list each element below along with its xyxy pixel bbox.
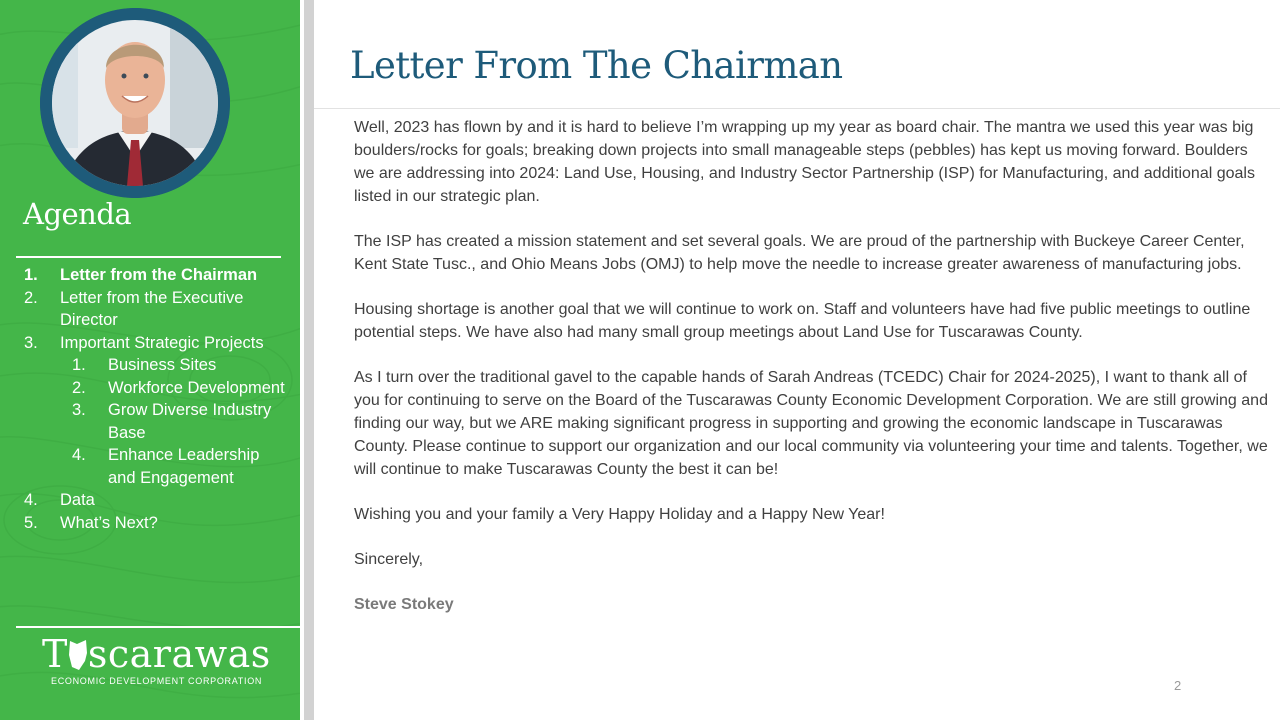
agenda-item-label: Business Sites <box>108 356 217 374</box>
agenda-item-number: 1. <box>72 356 86 374</box>
letter-body <box>354 116 1270 638</box>
letter-paragraph-1: Well, 2023 has flown by and it is hard to believe I’m wrapping up my year as board chair. The mantra we used this year was big boulders/rocks for goals; breaking down projects into small manageable steps (pebbles) has kept us moving forward. Boulders we are addressing into 2024: Land Use, Housing, and Industry Sector Partnership (ISP) for Manufacturing, and additional goals listed in our strategic plan. <box>354 119 1255 205</box>
agenda-item-letter-from-executive-director[interactable] <box>0 287 300 332</box>
agenda-item-number: 3. <box>24 333 38 352</box>
agenda-item-label: Letter from the Chairman <box>60 266 258 284</box>
agenda-item-label: Data <box>60 491 95 509</box>
chairman-portrait <box>40 8 230 198</box>
agenda-item-label: What’s Next? <box>60 513 158 532</box>
letter-paragraph-2: The ISP has created a mission statement and set several goals. We are proud of the partnership with Buckeye Career Center, Kent State Tusc., and Ohio Means Jobs (OMJ) to help move the needle to increase greater awareness of manufacturing jobs. <box>354 233 1245 273</box>
agenda-item-number: 4. <box>24 491 38 509</box>
agenda-item-label: Letter from the Executive Director <box>60 288 244 329</box>
agenda-item-whats-next[interactable] <box>0 512 300 535</box>
letter-paragraph-3: Housing shortage is another goal that we will continue to work on. Staff and volunteers have had five public meetings to outline potential steps. We have also had many small group meetings about Land Use for Tuscarawas County. <box>354 301 1251 341</box>
title-divider <box>314 108 1280 109</box>
letter-signature: Steve Stokey <box>354 596 454 613</box>
agenda-item-number: 5. <box>24 513 38 532</box>
page-number: 2 <box>1174 678 1182 693</box>
agenda-item-label: Workforce Development <box>108 378 285 397</box>
ohio-state-icon <box>68 639 88 671</box>
agenda-sidebar <box>0 0 300 720</box>
agenda-subitem-business-sites[interactable] <box>0 354 300 377</box>
gray-accent-bar <box>304 0 314 720</box>
agenda-item-number: 2. <box>72 378 86 397</box>
agenda-item-number: 4. <box>72 446 86 464</box>
logo-subtitle: ECONOMIC DEVELOPMENT CORPORATION <box>51 676 263 686</box>
letter-closing-wish: Wishing you and your family a Very Happy Holiday and a Happy New Year! <box>354 506 885 523</box>
slide-title: Letter From The Chairman <box>350 44 843 87</box>
logo-text-rest: scarawas <box>87 632 271 676</box>
tuscarawas-logo <box>42 632 271 676</box>
logo-divider <box>16 626 300 628</box>
letter-sign-off: Sincerely, <box>354 551 424 568</box>
agenda-item-label: Enhance Leadership and Engagement <box>108 446 260 487</box>
agenda-item-letter-from-chairman[interactable] <box>0 264 300 287</box>
agenda-item-label: Grow Diverse Industry Base <box>108 401 272 442</box>
agenda-subitem-enhance-leadership[interactable] <box>0 444 300 489</box>
agenda-subitem-workforce-development[interactable] <box>0 377 300 400</box>
agenda-item-label: Important Strategic Projects <box>60 333 264 352</box>
agenda-list <box>0 264 300 534</box>
letter-paragraph-4: As I turn over the traditional gavel to the capable hands of Sarah Andreas (TCEDC) Chair for 2024-2025), I want to thank all of you for continuing to serve on the Board of the Tuscarawas County Economic Development Corporation. We are still growing and finding our way, but we ARE making significant progress in supporting and growing the economic landscape in Tuscarawas County. Please continue to support our organization and our local community via volunteering your time and talents. Together, we will continue to make Tuscarawas County the best it can be! <box>354 369 1268 478</box>
agenda-item-number: 1. <box>24 266 38 284</box>
agenda-item-data[interactable] <box>0 489 300 512</box>
agenda-title: Agenda <box>23 197 132 231</box>
agenda-subitem-grow-diverse-industry-base[interactable] <box>0 399 300 444</box>
agenda-divider <box>16 256 281 258</box>
agenda-item-number: 3. <box>72 401 86 419</box>
logo-text-first: T <box>42 632 68 676</box>
agenda-item-important-strategic-projects[interactable] <box>0 332 300 355</box>
agenda-item-number: 2. <box>24 288 38 307</box>
